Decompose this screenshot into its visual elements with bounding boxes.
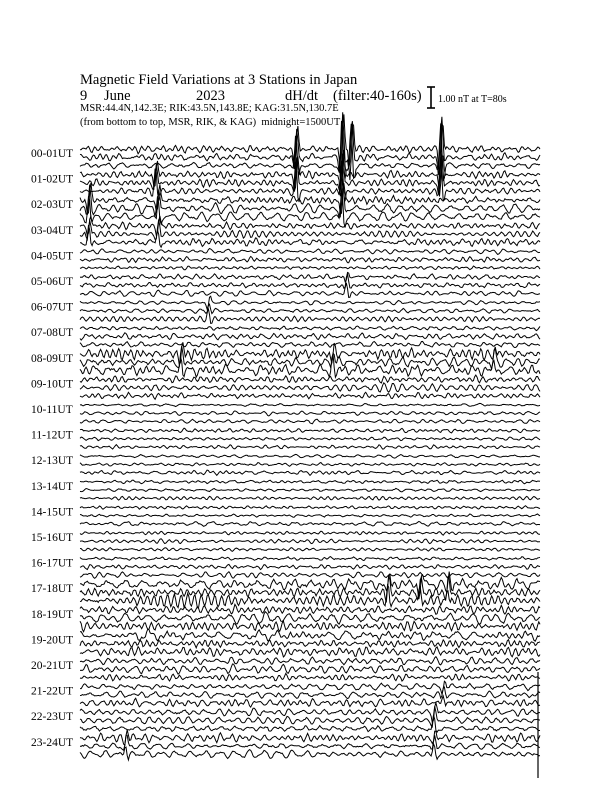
- hour-label-12-13UT: 12-13UT: [31, 455, 74, 468]
- hour-label-18-19UT: 18-19UT: [31, 608, 74, 621]
- hour-label-04-05UT: 04-05UT: [31, 250, 74, 263]
- trace-15-16UT-RIK: [80, 539, 540, 544]
- trace-10-11UT-MSR: [80, 419, 540, 424]
- date-year: 2023: [196, 88, 225, 104]
- hour-label-02-03UT: 02-03UT: [31, 199, 74, 212]
- trace-11-12UT-KAG: [80, 428, 540, 433]
- trace-02-03UT-MSR: [80, 191, 540, 228]
- trace-15-16UT-KAG: [80, 531, 540, 535]
- trace-21-22UT-KAG: [80, 681, 540, 694]
- trace-21-22UT-MSR: [80, 696, 540, 707]
- trace-07-08UT-RIK: [80, 333, 540, 340]
- trace-18-19UT-KAG: [80, 604, 540, 614]
- trace-11-12UT-MSR: [80, 445, 540, 450]
- trace-10-11UT-KAG: [80, 403, 540, 406]
- trace-04-05UT-MSR: [80, 266, 540, 270]
- trace-00-01UT-KAG: [80, 114, 540, 180]
- trace-14-15UT-RIK: [80, 514, 540, 517]
- trace-23-24UT-KAG: [80, 730, 540, 745]
- hour-label-07-08UT: 07-08UT: [31, 327, 74, 340]
- trace-19-20UT-MSR: [80, 647, 540, 657]
- hour-label-00-01UT: 00-01UT: [31, 148, 74, 160]
- trace-14-15UT-MSR: [80, 521, 540, 526]
- trace-23-24UT-MSR: [80, 744, 540, 760]
- trace-09-10UT-KAG: [80, 375, 540, 383]
- trace-06-07UT-KAG: [80, 296, 540, 309]
- hour-label-03-04UT: 03-04UT: [31, 224, 74, 237]
- trace-19-20UT-KAG: [80, 629, 540, 641]
- trace-04-05UT-KAG: [80, 249, 540, 255]
- trace-21-22UT-RIK: [80, 687, 540, 698]
- trace-16-17UT-RIK: [80, 564, 540, 569]
- hour-label-19-20UT: 19-20UT: [31, 634, 74, 647]
- trace-07-08UT-KAG: [80, 326, 540, 331]
- hour-label-13-14UT: 13-14UT: [31, 480, 74, 493]
- trace-05-06UT-KAG: [80, 273, 540, 282]
- hour-label-20-21UT: 20-21UT: [31, 660, 74, 672]
- trace-06-07UT-RIK: [80, 304, 540, 313]
- hour-label-09-10UT: 09-10UT: [31, 378, 74, 391]
- hour-label-21-22UT: 21-22UT: [31, 685, 74, 698]
- hour-label-16-17UT: 16-17UT: [31, 557, 74, 570]
- midnight-note: midnight=1500UT: [261, 117, 341, 128]
- trace-11-12UT-RIK: [80, 437, 540, 441]
- trace-09-10UT-MSR: [80, 392, 540, 399]
- trace-17-18UT-MSR: [80, 585, 540, 607]
- trace-04-05UT-RIK: [80, 257, 540, 263]
- trace-20-21UT-KAG: [80, 657, 540, 665]
- trace-03-04UT-RIK: [80, 219, 540, 239]
- date-month: June: [104, 88, 131, 104]
- trace-20-21UT-RIK: [80, 664, 540, 674]
- trace-13-14UT-RIK: [80, 488, 540, 491]
- hour-label-06-07UT: 06-07UT: [31, 301, 74, 314]
- hour-labels: [31, 148, 73, 749]
- trace-03-04UT-KAG: [80, 216, 540, 236]
- hour-label-15-16UT: 15-16UT: [31, 532, 74, 544]
- hour-label-01-02UT: 01-02UT: [31, 173, 74, 186]
- trace-22-23UT-RIK: [80, 707, 540, 727]
- quantity-label: dH/dt: [285, 88, 319, 104]
- filter-label: (filter:40-160s): [333, 88, 422, 104]
- scale-bar-label: 1.00 nT at T=80s: [438, 94, 507, 105]
- trace-18-19UT-RIK: [80, 612, 540, 625]
- hour-label-14-15UT: 14-15UT: [31, 506, 74, 519]
- trace-12-13UT-MSR: [80, 470, 540, 475]
- trace-07-08UT-MSR: [80, 341, 540, 347]
- hour-label-17-18UT: 17-18UT: [31, 583, 74, 596]
- trace-15-16UT-MSR: [80, 548, 540, 552]
- trace-19-20UT-RIK: [80, 640, 540, 648]
- trace-16-17UT-MSR: [80, 572, 540, 579]
- hour-label-11-12UT: 11-12UT: [31, 429, 73, 442]
- traces: [80, 112, 540, 778]
- trace-10-11UT-RIK: [80, 411, 540, 416]
- trace-20-21UT-MSR: [80, 673, 540, 681]
- hour-label-23-24UT: 23-24UT: [31, 736, 74, 749]
- hour-label-05-06UT: 05-06UT: [31, 276, 74, 288]
- hour-label-08-09UT: 08-09UT: [31, 352, 74, 365]
- scale-bar: [427, 87, 435, 108]
- station-coordinates: MSR:44.4N,142.3E; RIK:43.5N,143.8E; KAG:31.5N,130.7E: [80, 103, 339, 114]
- trace-12-13UT-RIK: [80, 463, 540, 467]
- order-note: (from bottom to top, MSR, RIK, & KAG): [80, 117, 257, 128]
- trace-16-17UT-KAG: [80, 557, 540, 561]
- trace-12-13UT-KAG: [80, 454, 540, 458]
- trace-00-01UT-MSR: [80, 121, 540, 180]
- hour-label-10-11UT: 10-11UT: [31, 404, 73, 416]
- trace-08-09UT-KAG: [80, 342, 540, 365]
- trace-13-14UT-KAG: [80, 480, 540, 484]
- trace-09-10UT-RIK: [80, 383, 540, 392]
- hour-label-22-23UT: 22-23UT: [31, 711, 74, 724]
- trace-13-14UT-MSR: [80, 496, 540, 500]
- trace-14-15UT-KAG: [80, 506, 540, 510]
- chart-title: Magnetic Field Variations at 3 Stations in Japan: [80, 72, 358, 88]
- date-day: 9: [80, 88, 88, 104]
